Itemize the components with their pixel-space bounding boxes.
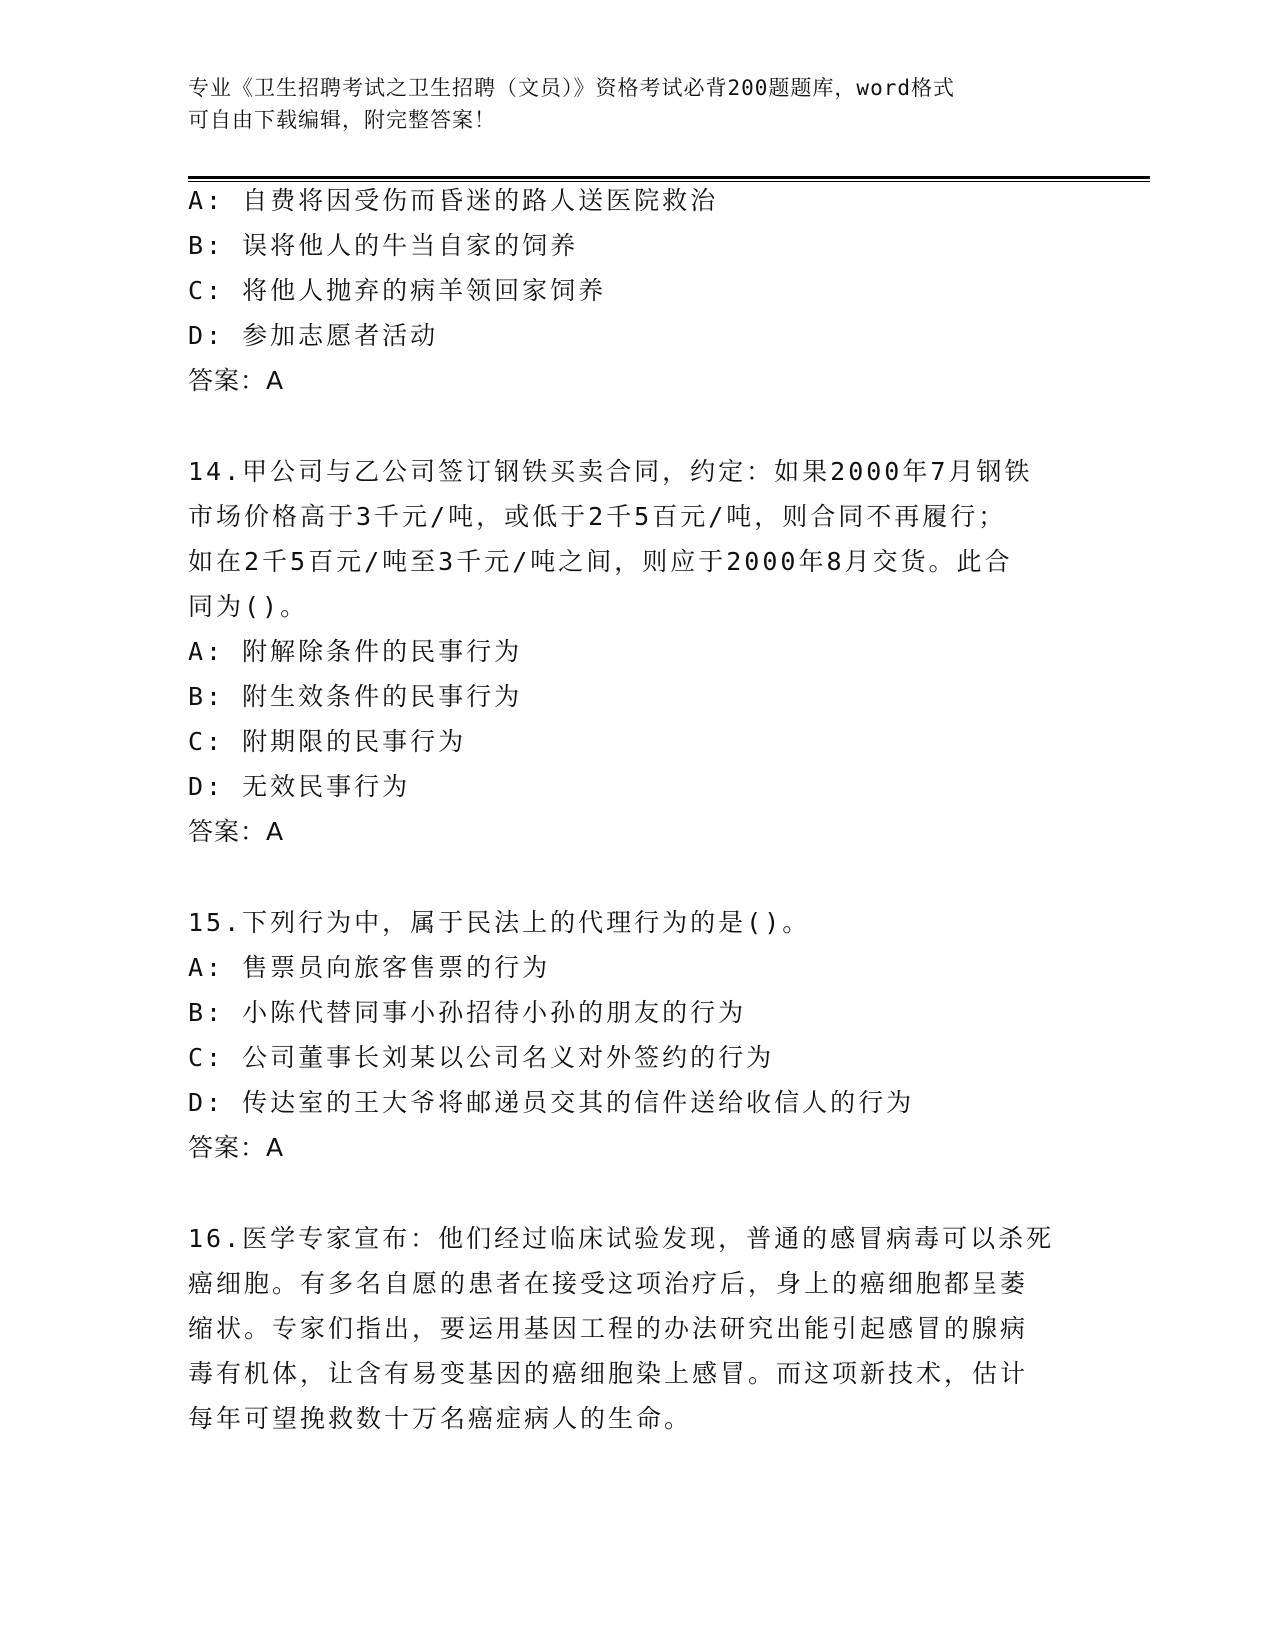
q16-stem-line-1: 16.医学专家宣布：他们经过临床试验发现，普通的感冒病毒可以杀死 <box>188 1224 1055 1253</box>
document-header <box>188 72 1068 136</box>
q15-option-a: A: 售票员向旅客售票的行为 <box>188 953 551 982</box>
q16-stem-line-4: 毒有机体，让含有易变基因的癌细胞染上感冒。而这项新技术，估计 <box>188 1359 1029 1388</box>
q15-answer: 答案：A <box>188 1133 285 1162</box>
q15-stem-line-1: 15.下列行为中，属于民法上的代理行为的是()。 <box>188 908 811 937</box>
spacer <box>188 403 1088 449</box>
q16-stem-line-5: 每年可望挽救数十万名癌症病人的生命。 <box>188 1404 693 1433</box>
spacer <box>188 854 1088 900</box>
q14-stem-line-1: 14.甲公司与乙公司签订钢铁买卖合同，约定：如果2000年7月钢铁 <box>188 457 1033 486</box>
q14-stem-line-2: 市场价格高于3千元/吨，或低于2千5百元/吨，则合同不再履行； <box>188 502 1007 531</box>
q14-stem-line-3: 如在2千5百元/吨至3千元/吨之间，则应于2000年8月交货。此合 <box>188 547 1013 576</box>
q14-stem-line-4: 同为()。 <box>188 592 309 621</box>
q14-option-b: B: 附生效条件的民事行为 <box>188 682 523 711</box>
q15-option-b: B: 小陈代替同事小孙招待小孙的朋友的行为 <box>188 998 747 1027</box>
spacer <box>188 1170 1088 1216</box>
q14-option-d: D: 无效民事行为 <box>188 772 411 801</box>
q13-option-c: C: 将他人抛弃的病羊领回家饲养 <box>188 276 607 305</box>
q13-option-d: D: 参加志愿者活动 <box>188 321 439 350</box>
header-line-1: 专业《卫生招聘考试之卫生招聘（文员）》资格考试必背200题题库，word格式 <box>188 76 955 100</box>
q15-option-c: C: 公司董事长刘某以公司名义对外签约的行为 <box>188 1043 775 1072</box>
q14-option-c: C: 附期限的民事行为 <box>188 727 467 756</box>
q13-answer: 答案：A <box>188 366 285 395</box>
q15-option-d: D: 传达室的王大爷将邮递员交其的信件送给收信人的行为 <box>188 1088 915 1117</box>
question-13-continued <box>188 178 1088 1441</box>
q13-option-b: B: 误将他人的牛当自家的饲养 <box>188 231 579 260</box>
q16-stem-line-2: 癌细胞。有多名自愿的患者在接受这项治疗后，身上的癌细胞都呈萎 <box>188 1269 1029 1298</box>
header-line-2: 可自由下载编辑，附完整答案！ <box>188 108 496 132</box>
q14-option-a: A: 附解除条件的民事行为 <box>188 637 523 666</box>
q16-stem-line-3: 缩状。专家们指出，要运用基因工程的办法研究出能引起感冒的腺病 <box>188 1314 1029 1343</box>
q13-option-a: A: 自费将因受伤而昏迷的路人送医院救治 <box>188 186 719 215</box>
q14-answer: 答案：A <box>188 817 285 846</box>
